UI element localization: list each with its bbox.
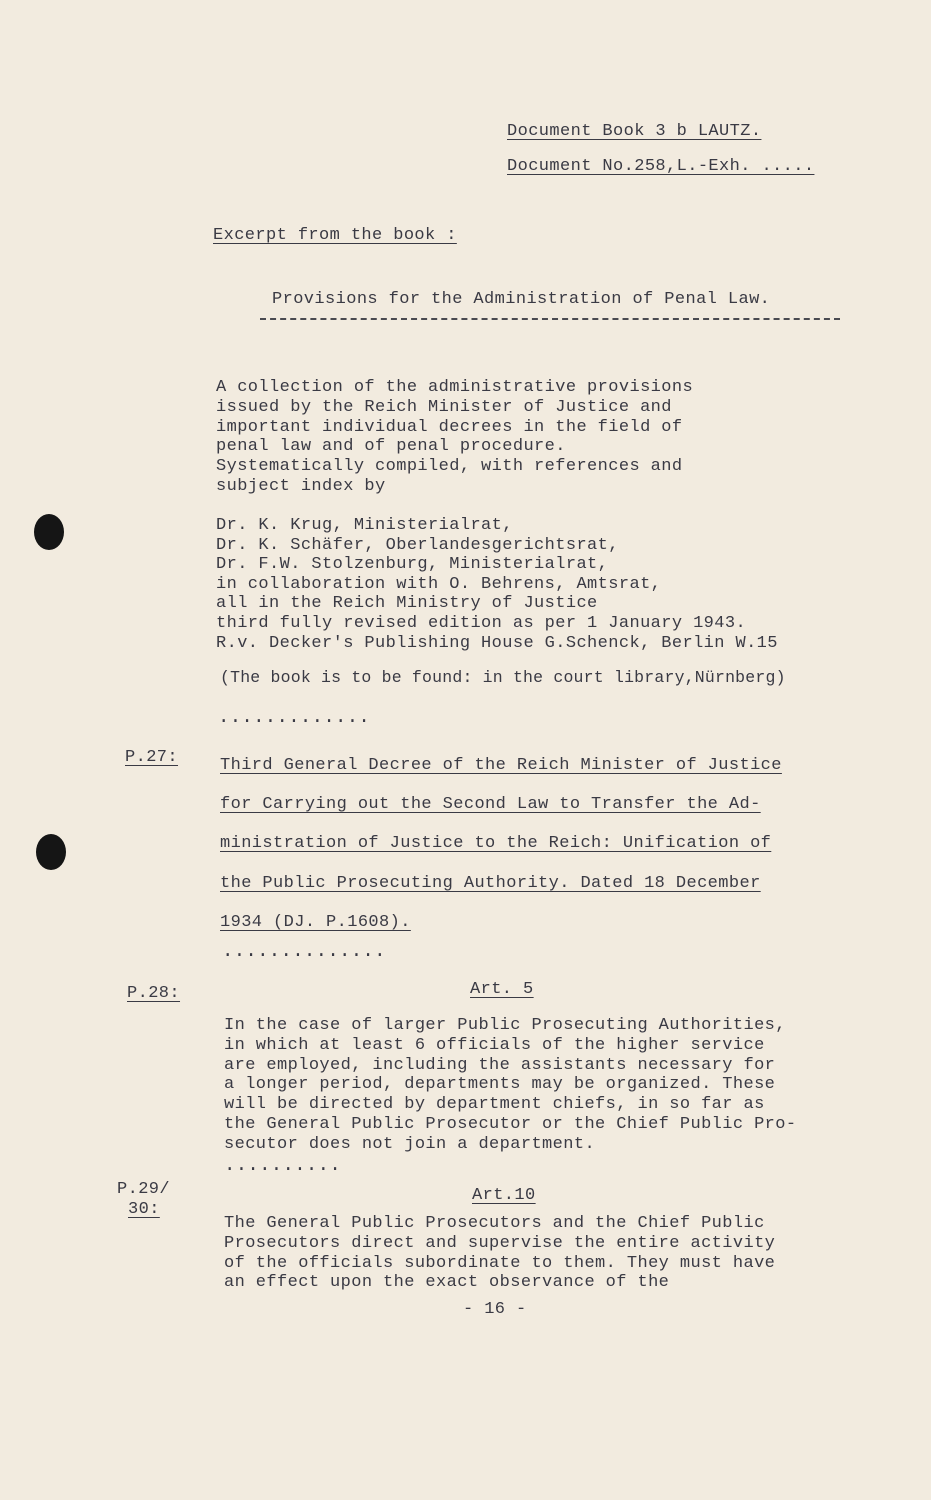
article-line: will be directed by department chiefs, in so far as xyxy=(224,1095,765,1115)
punch-hole-bottom xyxy=(36,834,66,870)
article-line: the General Public Prosecutor or the Chief Public Pro- xyxy=(224,1114,797,1134)
article-5-heading: Art. 5 xyxy=(470,980,534,999)
article-line: are employed, including the assistants necessary for xyxy=(224,1055,776,1075)
article-line: The General Public Prosecutors and the Chief Public xyxy=(224,1214,765,1233)
article-line: secutor does not join a department. xyxy=(224,1134,596,1154)
article-line: in which at least 6 officials of the higher service xyxy=(224,1035,765,1055)
document-number-label: Document No.258,L.-Exh. ..... xyxy=(507,157,815,176)
decree-title-line: the Public Prosecuting Authority. Dated 18 December xyxy=(220,873,761,893)
ellipsis-divider: ............. xyxy=(218,706,371,728)
page-ref-28: P.28: xyxy=(127,984,181,1003)
author-line: Dr. K. Schäfer, Oberlandesgerichtsrat, xyxy=(216,535,619,555)
author-list xyxy=(216,516,778,653)
intro-line: A collection of the administrative provisions xyxy=(216,378,694,397)
decree-title xyxy=(220,746,782,942)
article-line: a longer period, departments may be organized. These xyxy=(224,1075,776,1095)
page-ref-29-30: P.29/ xyxy=(117,1180,171,1199)
article-10-heading: Art.10 xyxy=(472,1186,536,1205)
intro-line: important individual decrees in the field of xyxy=(216,417,683,437)
decree-title-line: ministration of Justice to the Reich: Unification of xyxy=(220,834,772,854)
punch-hole-top xyxy=(34,514,64,550)
intro-line: subject index by xyxy=(216,476,386,496)
title-dashed-rule xyxy=(260,318,840,320)
excerpt-label: Excerpt from the book : xyxy=(213,226,457,245)
author-line: all in the Reich Ministry of Justice xyxy=(216,594,598,614)
page-ref-29-30-cont: 30: xyxy=(128,1200,160,1219)
ellipsis-divider: .......... xyxy=(224,1154,342,1176)
intro-line: issued by the Reich Minister of Justice and xyxy=(216,397,672,417)
author-line: Dr. F.W. Stolzenburg, Ministerialrat, xyxy=(216,555,609,575)
article-line: In the case of larger Public Prosecuting Authorities, xyxy=(224,1016,786,1035)
document-book-label: Document Book 3 b LAUTZ. xyxy=(507,122,762,141)
article-line: of the officials subordinate to them. They must have xyxy=(224,1253,776,1273)
author-line: third fully revised edition as per 1 January 1943. xyxy=(216,613,747,633)
book-title: Provisions for the Administration of Penal Law. xyxy=(272,290,771,309)
decree-title-line: 1934 (DJ. P.1608). xyxy=(220,912,411,932)
intro-line: Systematically compiled, with references and xyxy=(216,457,683,477)
author-line: in collaboration with O. Behrens, Amtsrat, xyxy=(216,574,662,594)
article-10-text xyxy=(224,1214,775,1293)
author-line: Dr. K. Krug, Ministerialrat, xyxy=(216,516,513,535)
article-5-text xyxy=(224,1016,797,1155)
page-ref-27: P.27: xyxy=(125,748,179,767)
author-line: R.v. Decker's Publishing House G.Schenck, Berlin W.15 xyxy=(216,633,778,653)
intro-line: penal law and of penal procedure. xyxy=(216,437,566,457)
decree-title-line: Third General Decree of the Reich Minister of Justice xyxy=(220,756,782,775)
article-line: Prosecutors direct and supervise the entire activity xyxy=(224,1233,776,1253)
intro-paragraph xyxy=(216,378,693,497)
ellipsis-divider: .............. xyxy=(222,940,386,962)
article-line: an effect upon the exact observance of the xyxy=(224,1273,670,1293)
page-number: - 16 - xyxy=(463,1300,527,1319)
decree-title-line: for Carrying out the Second Law to Transfer the Ad- xyxy=(220,795,761,815)
location-note: (The book is to be found: in the court library,Nürnberg) xyxy=(220,668,786,687)
